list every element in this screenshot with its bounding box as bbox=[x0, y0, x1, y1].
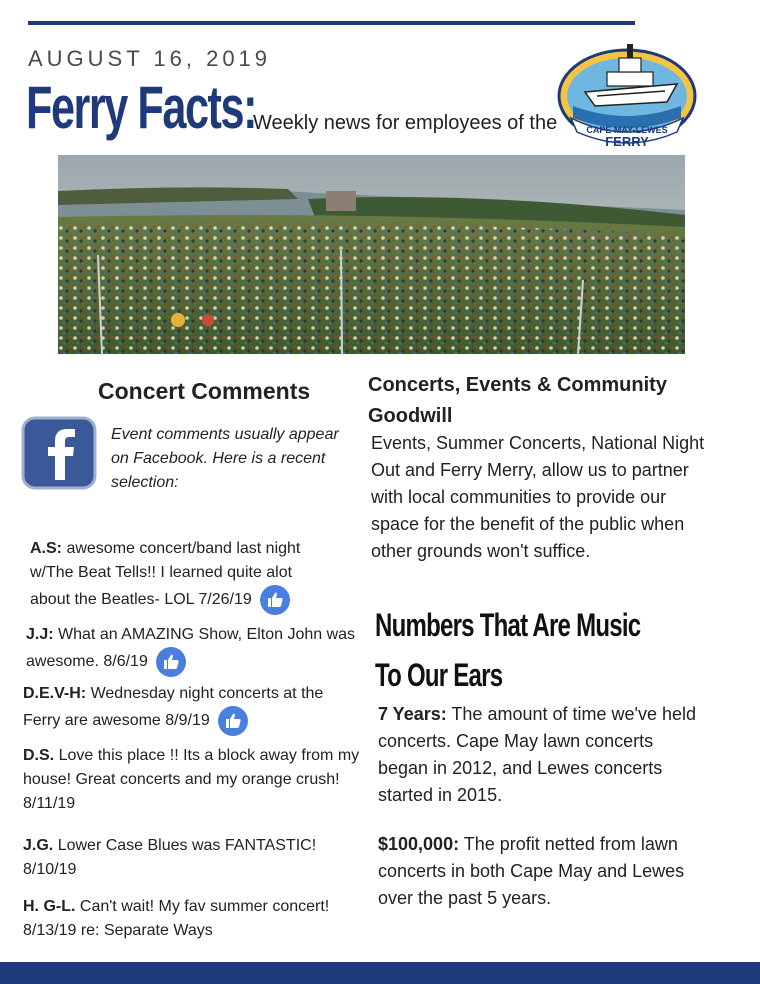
comment-item bbox=[23, 682, 358, 736]
numbers-heading-line2: To Our Ears bbox=[375, 657, 503, 693]
facebook-icon bbox=[21, 416, 97, 490]
events-body: Events, Summer Concerts, National Night Out and Ferry Merry, allow us to partner with local communities to provide our space for the benefit of the public when other grounds won't suffice. bbox=[371, 433, 705, 561]
comment-text: awesome concert/band last night w/The Beat Tells!! I learned quite alot about the Beatles- LOL 7/26/19 bbox=[30, 540, 301, 609]
number-fact-text: The profit netted from lawn concerts in both Cape May and Lewes over the past 5 years. bbox=[378, 834, 685, 908]
comment-text: Can't wait! My fav summer concert! 8/13/19 re: Separate Ways bbox=[23, 898, 330, 939]
concert-crowd-photo bbox=[58, 155, 685, 354]
like-icon bbox=[156, 647, 186, 677]
logo-line2: FERRY bbox=[605, 134, 649, 149]
comment-item bbox=[26, 623, 356, 677]
concert-comments-heading: Concert Comments bbox=[98, 378, 311, 404]
number-fact-text: The amount of time we've held concerts. Cape May lawn concerts began in 2012, and Lewes concerts started in 2015. bbox=[378, 704, 696, 805]
number-fact-value: $100,000: bbox=[378, 834, 460, 854]
number-fact bbox=[378, 831, 708, 912]
like-icon bbox=[260, 585, 290, 615]
comment-author: J.G. bbox=[23, 837, 54, 854]
comment-text: What an AMAZING Show, Elton John was awesome. 8/6/19 bbox=[26, 626, 356, 671]
number-fact bbox=[378, 701, 708, 809]
events-heading: Concerts, Events & Community Goodwill bbox=[368, 374, 667, 427]
issue-date: AUGUST 16, 2019 bbox=[28, 46, 272, 71]
masthead-title: Ferry Facts: bbox=[26, 74, 257, 141]
comment-author: H. G-L. bbox=[23, 898, 76, 915]
cape-may-lewes-ferry-logo bbox=[555, 34, 700, 152]
comment-item bbox=[30, 537, 330, 615]
comment-text: Wednesday night concerts at the Ferry are awesome 8/9/19 bbox=[23, 685, 324, 730]
comment-item bbox=[23, 744, 368, 816]
top-rule bbox=[28, 21, 635, 25]
footer-bar bbox=[0, 962, 760, 984]
logo-line1: CAPE MAY-LEWES bbox=[586, 125, 668, 135]
comment-text: Love this place !! Its a block away from my house! Great concerts and my orange crush! 8/11/19 bbox=[23, 747, 360, 812]
concert-comments-intro: Event comments usually appear on Facebook. Here is a recent selection: bbox=[111, 426, 339, 491]
comment-item bbox=[23, 895, 368, 943]
comment-author: D.E.V-H: bbox=[23, 685, 87, 702]
like-icon bbox=[218, 706, 248, 736]
numbers-heading-line1: Numbers That Are Music bbox=[375, 607, 641, 643]
comment-author: A.S: bbox=[30, 540, 62, 557]
comment-item bbox=[23, 834, 363, 882]
comment-text: Lower Case Blues was FANTASTIC! 8/10/19 bbox=[23, 837, 317, 878]
number-fact-value: 7 Years: bbox=[378, 704, 447, 724]
comment-author: D.S. bbox=[23, 747, 55, 764]
numbers-heading bbox=[375, 600, 640, 700]
masthead-tagline: Weekly news for employees of the bbox=[253, 112, 558, 134]
comment-author: J.J: bbox=[26, 626, 54, 643]
